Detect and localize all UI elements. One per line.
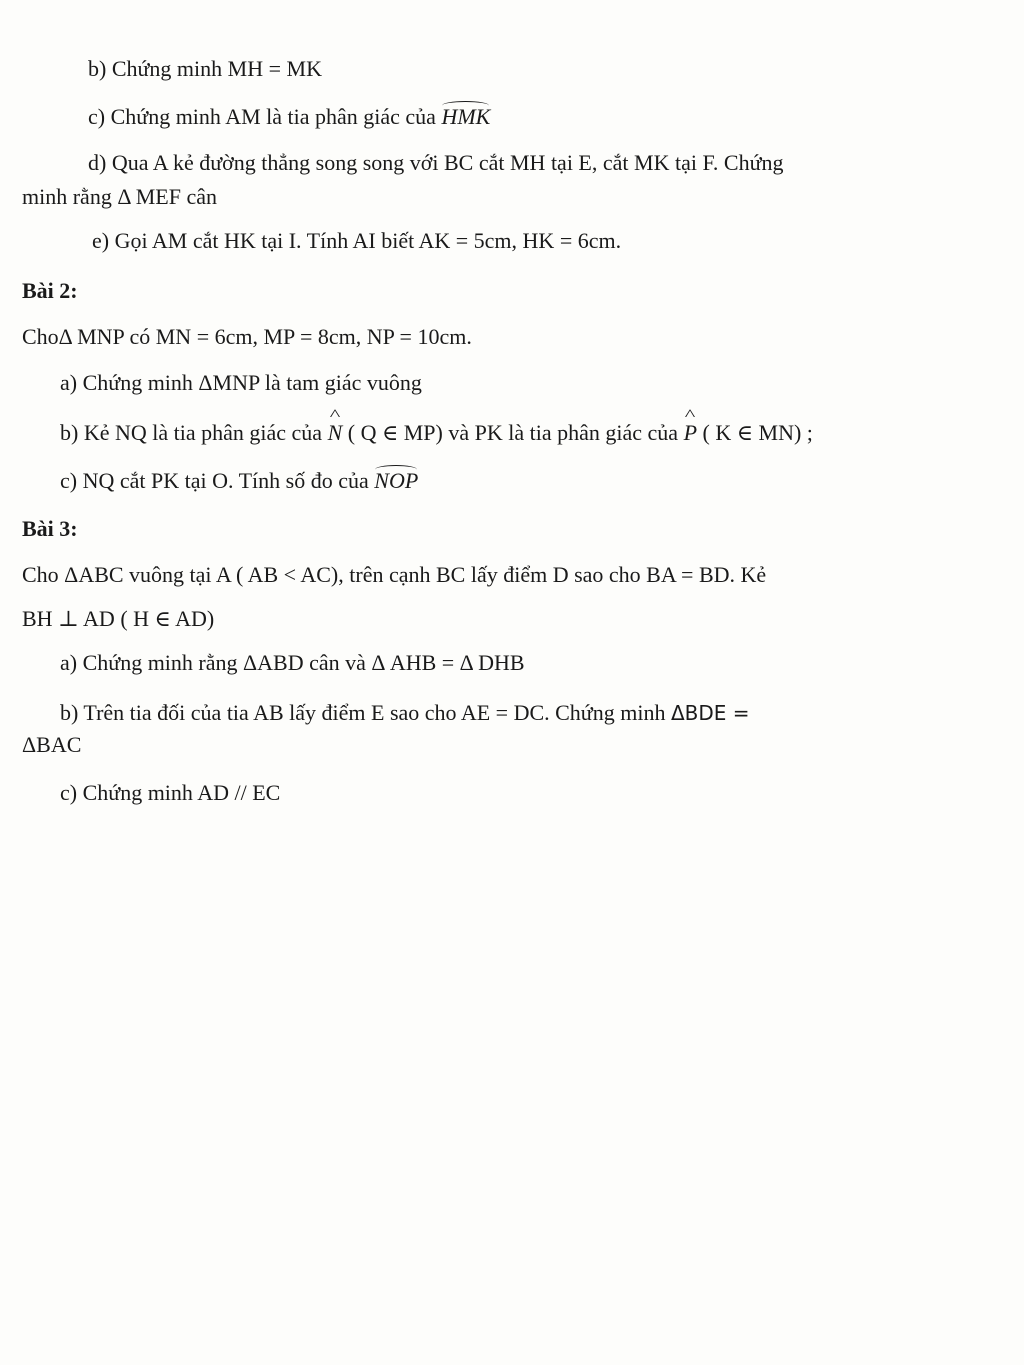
bai-2-title: Bài 2: xyxy=(22,278,78,303)
item-1c-text: c) Chứng minh AM là tia phân giác của xyxy=(88,104,442,129)
item-3b-text-1: b) Trên tia đối của tia AB lấy điểm E sao cho AE = DC. Chứng minh xyxy=(60,700,671,725)
item-3c xyxy=(60,780,280,806)
angle-hmk: HMK xyxy=(441,104,491,129)
bai-3-statement-1 xyxy=(22,562,766,588)
item-2a-text: a) Chứng minh ΔMNP là tam giác vuông xyxy=(60,370,422,395)
item-3c-text: c) Chứng minh AD // EC xyxy=(60,780,281,805)
item-3a xyxy=(60,650,525,676)
bai-3-title: Bài 3: xyxy=(22,516,78,541)
item-3b-line2 xyxy=(22,732,81,758)
item-2b xyxy=(60,420,813,446)
bai-3-statement-2 xyxy=(22,606,214,632)
bai-2-statement-text: ChoΔ MNP có MN = 6cm, MP = 8cm, NP = 10cm. xyxy=(22,324,472,349)
item-1e-text: e) Gọi AM cắt HK tại I. Tính AI biết AK = 5cm, HK = 6cm. xyxy=(92,228,622,253)
angle-n: ^ N xyxy=(328,420,343,446)
bai-3-statement-text-1: Cho ΔABC vuông tại A ( AB < AC), trên cạnh BC lấy điểm D sao cho BA = BD. Kẻ xyxy=(22,562,767,587)
bai-3-statement-text-2: BH ⊥ AD ( H ∈ AD) xyxy=(22,606,215,631)
item-1c xyxy=(88,104,490,130)
item-1d-line2 xyxy=(22,184,217,210)
item-1e xyxy=(92,228,621,254)
item-1d-line1 xyxy=(88,150,784,176)
item-1b-text: b) Chứng minh MH = MK xyxy=(88,56,322,81)
item-2a xyxy=(60,370,422,396)
item-2b-text-mid: ( Q ∈ MP) và PK là tia phân giác của xyxy=(342,420,684,445)
section-heading-bai-2 xyxy=(22,278,78,304)
item-1d-text-2: minh rằng Δ MEF cân xyxy=(22,184,218,209)
item-2b-text-post: ( K ∈ MN) ; xyxy=(697,420,813,445)
angle-p: ^ P xyxy=(684,420,697,446)
item-2b-text-pre: b) Kẻ NQ là tia phân giác của xyxy=(60,420,328,445)
bai-2-statement xyxy=(22,324,472,350)
item-3b-text-2: ΔBAC xyxy=(22,732,82,757)
angle-nop: NOP xyxy=(374,468,419,493)
item-3b-line1 xyxy=(60,700,750,726)
item-2c-text: c) NQ cắt PK tại O. Tính số đo của xyxy=(60,468,375,493)
item-1d-text-1: d) Qua A kẻ đường thẳng song song với BC cắt MH tại E, cắt MK tại F. Chứng xyxy=(88,150,784,175)
item-3a-text: a) Chứng minh rằng ΔABD cân và Δ AHB = Δ DHB xyxy=(60,650,525,675)
item-2c xyxy=(60,468,418,494)
item-3b-text-1-tail: ΔBDE = xyxy=(670,701,750,725)
section-heading-bai-3 xyxy=(22,516,78,542)
item-1b xyxy=(88,56,322,82)
